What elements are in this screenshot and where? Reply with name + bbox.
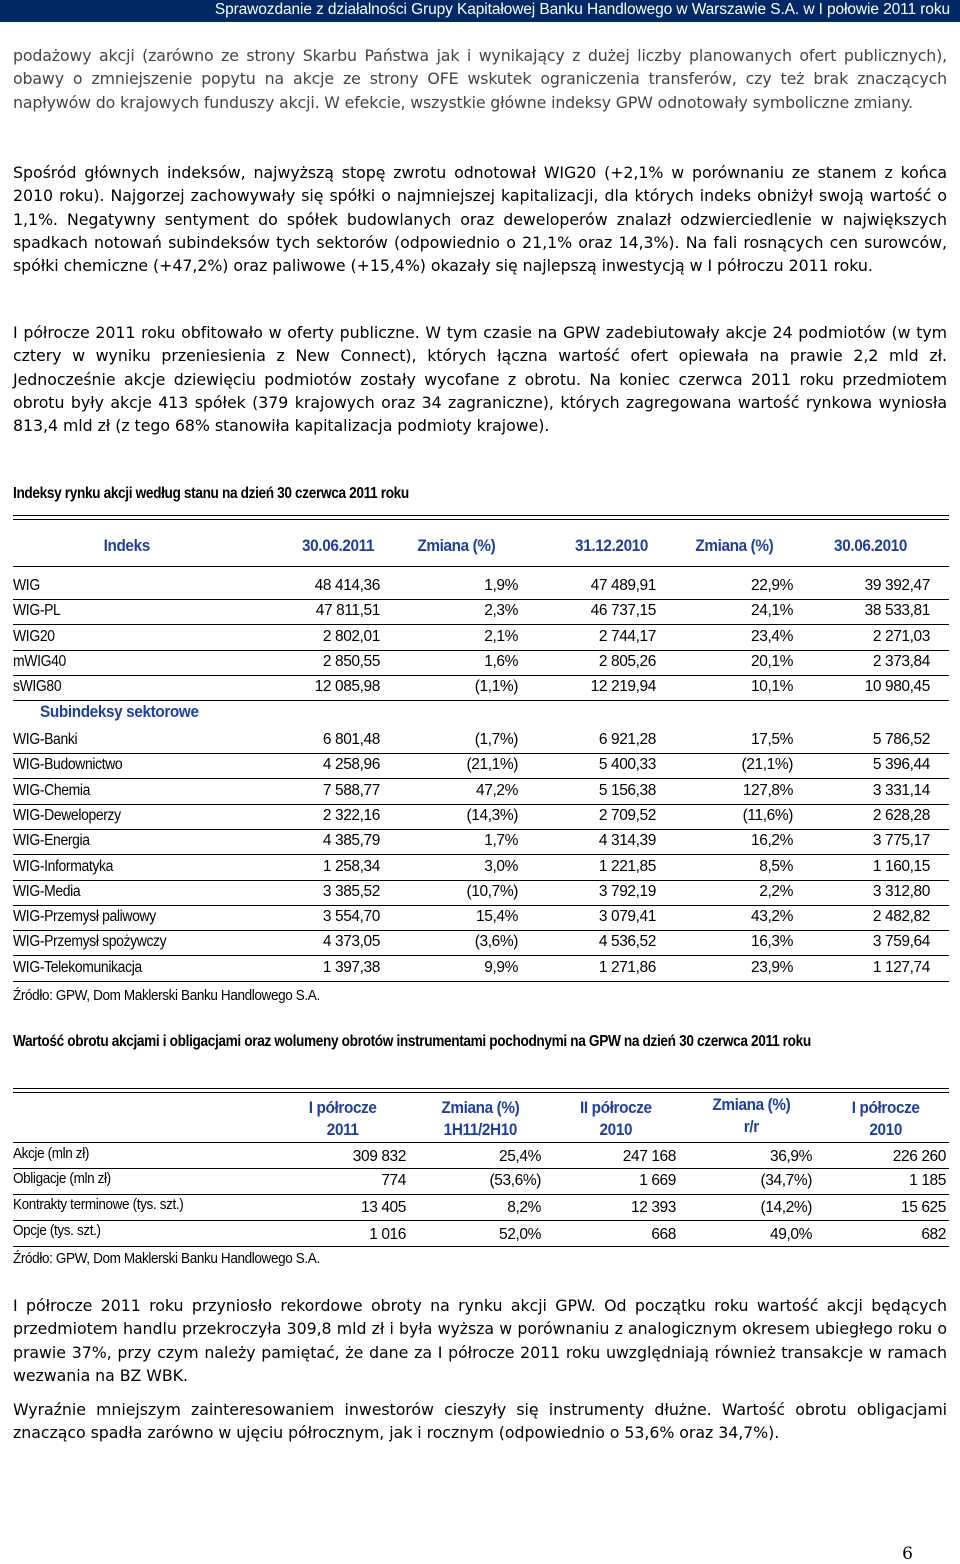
document-title: Sprawozdanie z działalności Grupy Kapitałowej Banku Handlowego w Warszawie S.A. w I połowie 2011 roku: [214, 1, 950, 18]
table-row: [13, 602, 949, 627]
table-cell: (1,1%): [474, 678, 518, 696]
table-cell: 2 850,55: [322, 652, 380, 670]
row-label: WIG-Energia: [13, 832, 90, 850]
row-label: WIG-Przemysł spożywczy: [13, 933, 167, 951]
row-rule: [13, 955, 949, 956]
table-cell: 8,2%: [507, 1199, 541, 1216]
table-cell: 226 260: [892, 1148, 946, 1165]
table-cell: 1 160,15: [872, 857, 930, 875]
table-cell: 3 775,17: [872, 832, 930, 850]
table1-header-date1: 30.06.2011: [302, 536, 375, 555]
table1-header-rule: [13, 566, 949, 567]
table-row: [13, 832, 949, 857]
table-cell: (3,6%): [474, 933, 518, 951]
table-cell: 3,0%: [484, 857, 518, 875]
row-label: Opcje (tys. szt.): [13, 1222, 101, 1239]
table-cell: 39 392,47: [864, 577, 930, 594]
table2-header-3-line2: 2010: [599, 1120, 633, 1139]
table-row: [13, 807, 949, 832]
row-rule: [13, 981, 949, 982]
table2-header-5: [852, 1097, 920, 1141]
paragraph-5: Wyraźnie mniejszym zainteresowaniem inwestorów cieszyły się instrumenty dłużne. Wartość obrotu obligacjami znacząco spadła zarówno w ujęciu półrocznym, jak i rocznym (odpowiednio o 53,6% oraz 34,7%).: [13, 1400, 947, 1443]
table-cell: 25,4%: [499, 1148, 541, 1165]
table-cell: 47 489,91: [590, 577, 656, 594]
table-cell: (1,7%): [474, 731, 518, 748]
row-rule: [13, 804, 949, 805]
table-cell: 774: [381, 1172, 406, 1189]
table-row: [13, 908, 949, 933]
table-cell: 3 759,64: [872, 933, 930, 951]
table-cell: 5 400,33: [598, 756, 656, 774]
row-rule: [13, 753, 949, 754]
table2-header-4-line1: Zmiana (%): [712, 1095, 791, 1114]
table-cell: 2 482,82: [872, 908, 930, 926]
table-row: [13, 782, 949, 807]
row-label: sWIG80: [13, 678, 62, 696]
table-cell: 2 628,28: [872, 806, 930, 824]
table2-header-1-line2: 2011: [326, 1120, 359, 1139]
table-cell: 5 786,52: [872, 731, 930, 748]
table-cell: 3 554,70: [322, 908, 380, 926]
table-cell: 22,9%: [751, 577, 793, 594]
table-row: [13, 756, 949, 781]
table-cell: 2 709,52: [598, 806, 656, 824]
table-cell: 3 312,80: [872, 882, 930, 900]
table2-header-1-line1: I półrocze: [308, 1098, 377, 1117]
table-cell: 15,4%: [476, 908, 518, 926]
table-row: [13, 933, 949, 958]
table-cell: 1 221,85: [598, 857, 656, 875]
table-cell: 668: [651, 1226, 676, 1243]
table-cell: 43,2%: [751, 908, 793, 926]
table-cell: 38 533,81: [864, 602, 930, 620]
table-cell: 12 393: [630, 1199, 676, 1216]
table-cell: 8,5%: [759, 857, 793, 875]
row-rule: [13, 1220, 949, 1221]
row-rule: [13, 1246, 949, 1247]
table-cell: 6 921,28: [598, 731, 656, 748]
table-cell: 48 414,36: [314, 577, 380, 594]
row-label: WIG-Przemysł paliwowy: [13, 908, 156, 926]
table-cell: 1 669: [639, 1172, 676, 1189]
table-cell: 1,6%: [484, 652, 518, 670]
row-rule: [13, 854, 949, 855]
table-cell: 1 185: [909, 1172, 946, 1189]
table-cell: 9,9%: [484, 958, 518, 976]
table-cell: 2 322,16: [322, 806, 380, 824]
table-cell: 2 373,84: [872, 652, 930, 670]
table-cell: (14,2%): [760, 1199, 812, 1216]
table2-top-rule: [13, 1088, 949, 1093]
table-cell: 12 085,98: [314, 678, 380, 696]
table1-source: Źródło: GPW, Dom Maklerski Banku Handlowego S.A.: [13, 987, 320, 1004]
row-label: WIG-PL: [13, 602, 61, 620]
table-cell: 2,3%: [484, 602, 518, 620]
table-cell: 12 219,94: [590, 678, 656, 696]
table-cell: (21,1%): [741, 756, 793, 774]
table-cell: 36,9%: [770, 1148, 812, 1165]
table-cell: 1,7%: [484, 832, 518, 850]
row-label: mWIG40: [13, 652, 66, 670]
table-cell: 2 744,17: [598, 627, 656, 645]
table-cell: 47 811,51: [315, 602, 380, 620]
table-row: [13, 731, 949, 756]
row-label: WIG-Banki: [13, 731, 78, 748]
table-cell: (10,7%): [466, 882, 518, 900]
row-label: Akcje (mln zł): [13, 1145, 89, 1162]
table-cell: 3 331,14: [872, 781, 930, 799]
table-cell: 13 405: [360, 1199, 406, 1216]
table2-caption: Wartość obrotu akcjami i obligacjami oraz wolumeny obrotów instrumentami pochodnymi na GPW na dzień 30 czerwca 2011 roku: [13, 1033, 811, 1050]
table-cell: (21,1%): [466, 756, 518, 774]
table-cell: 1 397,38: [322, 958, 380, 976]
table-cell: 4 373,05: [322, 933, 380, 951]
table-cell: 309 832: [352, 1148, 406, 1165]
table-cell: 682: [921, 1226, 946, 1243]
row-rule: [13, 650, 949, 651]
page-number: 6: [902, 1544, 913, 1564]
table-cell: 4 258,96: [322, 756, 380, 774]
table2-header-3-line1: II półrocze: [579, 1098, 652, 1117]
table-cell: 3 079,41: [598, 908, 656, 926]
table2-header-4-line2: r/r: [743, 1117, 759, 1136]
table-cell: 2 805,26: [598, 652, 656, 670]
table-cell: (34,7%): [760, 1172, 812, 1189]
table2-header-2-line2: 1H11/2H10: [443, 1120, 518, 1139]
table-cell: 16,2%: [751, 832, 793, 850]
table-cell: 52,0%: [499, 1226, 541, 1243]
table-cell: 16,3%: [751, 933, 793, 951]
page-header-bar: [0, 0, 960, 22]
table-row: [13, 959, 949, 984]
table-cell: 10,1%: [751, 678, 793, 696]
table-cell: 6 801,48: [322, 731, 380, 748]
table-cell: 3 792,19: [598, 882, 656, 900]
table2-header-rule: [13, 1142, 949, 1143]
row-label: Kontrakty terminowe (tys. szt.): [13, 1196, 184, 1213]
table1-caption: Indeksy rynku akcji według stanu na dzień 30 czerwca 2011 roku: [13, 485, 409, 502]
paragraph-1: podażowy akcji (zarówno ze strony Skarbu Państwa jak i wynikający z dużej liczby planowanych ofert publicznych), obawy o zmniejszenie popytu na akcje ze strony OFE wskutek ograniczenia transferów, czy też brak znaczących napływów do krajowych funduszy akcji. W efekcie, wszystkie główne indeksy GPW odnotowały symboliczne zmiany.: [13, 46, 947, 112]
table-cell: 4 536,52: [598, 933, 656, 951]
table2-header-2-line1: Zmiana (%): [441, 1098, 520, 1117]
table-cell: 1,9%: [484, 577, 518, 594]
table-cell: 2 271,03: [872, 627, 930, 645]
table-cell: 5 396,44: [872, 756, 930, 774]
table-cell: 23,4%: [751, 627, 793, 645]
table-row: [13, 577, 949, 602]
table2-header-1: [309, 1097, 377, 1141]
table2-header-5-line2: 2010: [869, 1120, 902, 1139]
row-rule: [13, 905, 949, 906]
table-cell: 7 588,77: [322, 781, 380, 799]
table-cell: 46 737,15: [590, 602, 656, 620]
row-rule: [13, 778, 949, 779]
row-rule: [13, 930, 949, 931]
row-rule: [13, 1194, 949, 1195]
table-row: [13, 678, 949, 703]
table2-header-4: [712, 1094, 790, 1138]
row-label: WIG-Chemia: [13, 781, 91, 799]
row-label: Obligacje (mln zł): [13, 1170, 111, 1187]
table-cell: (14,3%): [466, 806, 518, 824]
table-cell: 2,1%: [484, 627, 518, 645]
table-cell: 20,1%: [751, 652, 793, 670]
table-cell: 17,5%: [751, 731, 793, 748]
row-rule: [13, 624, 949, 625]
table1-header-change1: Zmiana (%): [417, 536, 496, 555]
row-label: WIG: [13, 577, 40, 594]
table-cell: 4 385,79: [322, 832, 380, 850]
table2-header-2: [441, 1097, 519, 1141]
table-cell: 3 385,52: [322, 882, 380, 900]
table-cell: 4 314,39: [598, 832, 656, 850]
table-cell: (53,6%): [489, 1172, 541, 1189]
table1-header-index: Indeks: [103, 536, 150, 555]
table1-subheading: Subindeksy sektorowe: [40, 702, 199, 721]
table-row: [13, 883, 949, 908]
table1-header-date3: 30.06.2010: [834, 536, 908, 555]
paragraph-3: I półrocze 2011 roku obfitowało w oferty publiczne. W tym czasie na GPW zadebiutowały akcje 24 podmiotów (w tym cztery w wyniku przeniesienia z New Connect), których łączna wartość ofert opiewała na prawie 2,2 mld zł. Jednocześnie akcje dziewięciu podmiotów zostały wycofane z obrotu. Na koniec czerwca 2011 roku przedmiotem obrotu były akcje 413 spółek (379 krajowych oraz 34 zagraniczne), których zagregowana wartość rynkowa wyniosła 813,4 mld zł (z tego 68% stanowiła kapitalizacja podmioty krajowe).: [13, 323, 947, 436]
table1-top-rule: [13, 515, 949, 520]
table1-header-date2: 31.12.2010: [575, 536, 649, 555]
row-label: WIG-Informatyka: [13, 857, 114, 875]
row-rule: [13, 675, 949, 676]
table-cell: 23,9%: [751, 958, 793, 976]
table-cell: 10 980,45: [864, 678, 930, 696]
table-cell: 24,1%: [751, 602, 793, 620]
row-label: WIG-Media: [13, 882, 81, 900]
table2-header-3: [580, 1097, 652, 1141]
table2-source: Źródło: GPW, Dom Maklerski Banku Handlowego S.A.: [13, 1250, 320, 1267]
table-cell: 1 127,74: [872, 958, 930, 976]
table-cell: 49,0%: [770, 1226, 812, 1243]
row-label: WIG-Telekomunikacja: [13, 958, 142, 976]
row-rule: [13, 880, 949, 881]
row-label: WIG20: [13, 627, 55, 645]
table-row: [13, 628, 949, 653]
table-cell: 127,8%: [742, 781, 793, 799]
row-label: WIG-Deweloperzy: [13, 806, 121, 824]
table-cell: 1 271,86: [598, 958, 656, 976]
table1-header-change2: Zmiana (%): [695, 536, 774, 555]
table-cell: 247 168: [622, 1148, 676, 1165]
table-cell: (11,6%): [742, 806, 793, 824]
table-row: [13, 858, 949, 883]
table-cell: 2 802,01: [322, 627, 380, 645]
table-cell: 2,2%: [759, 882, 793, 900]
paragraph-4: I półrocze 2011 roku przyniosło rekordowe obroty na rynku akcji GPW. Od początku roku wartość akcji będących przedmiotem handlu przekroczyła 309,8 mld zł i była wyższa w porównaniu z analogicznym okresem ubiegłego roku o prawie 37%, przy czym należy pamiętać, że dane za I półrocze 2011 roku uwzględniają również transakcje w ramach wezwania na BZ WBK.: [13, 1296, 947, 1385]
row-label: WIG-Budownictwo: [13, 756, 123, 774]
row-rule: [13, 1168, 949, 1169]
table-cell: 1 016: [369, 1226, 406, 1243]
table-cell: 15 625: [900, 1199, 946, 1216]
table-cell: 47,2%: [476, 781, 518, 799]
table2-header-5-line1: I półrocze: [851, 1098, 920, 1117]
row-rule: [13, 829, 949, 830]
table-cell: 1 258,34: [322, 857, 380, 875]
row-rule: [13, 599, 949, 600]
paragraph-2: Spośród głównych indeksów, najwyższą stopę zwrotu odnotował WIG20 (+2,1% w porównaniu ze stanem z końca 2010 roku). Najgorzej zachowywały się spółki o najmniejszej kapitalizacji, dla których indeks obniżył swoją wartość o 1,1%. Negatywny sentyment do spółek budowlanych oraz deweloperów znalazł odzwierciedlenie w największych spadkach notowań subindeksów tych sektorów (odpowiednio o 21,1% oraz 14,3%). Na fali rosnących cen surowców, spółki chemiczne (+47,2%) oraz paliwowe (+15,4%) okazały się najlepszą inwestycją w I półroczu 2011 roku.: [13, 163, 947, 276]
table-row: [13, 653, 949, 678]
table-cell: 5 156,38: [598, 781, 656, 799]
